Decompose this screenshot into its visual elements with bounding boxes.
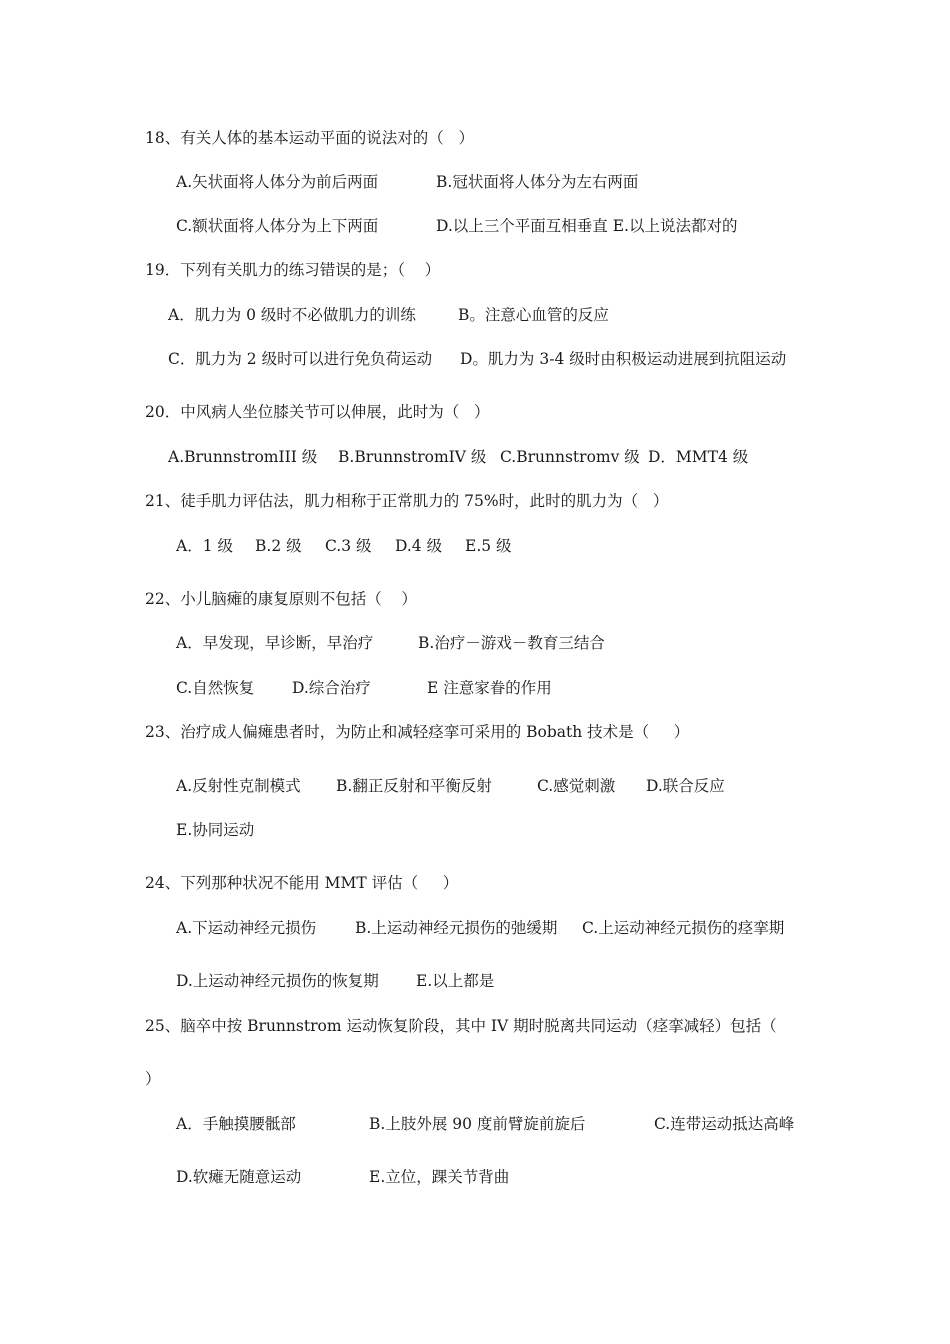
question-23-stem: 23、治疗成人偏瘫患者时，为防止和减轻痉挛可采用的 Bobath 技术是（ ） [145, 723, 690, 741]
question-23-option-a: A.反射性克制模式 [176, 777, 301, 795]
question-24-option-a: A.下运动神经元损伤 [176, 919, 317, 937]
question-22-option-a: A．早发现，早诊断，早治疗 [176, 634, 374, 652]
question-21-stem: 21、徒手肌力评估法，肌力相称于正常肌力的 75%时，此时的肌力为（ ） [145, 492, 669, 510]
question-24-option-e: E.以上都是 [416, 972, 495, 990]
question-23-option-d: D.联合反应 [646, 777, 725, 795]
question-22-option-d: D.综合治疗 [292, 679, 371, 697]
question-21-option-a: A．1 级 [176, 537, 233, 555]
question-25-option-c: C.连带运动抵达高峰 [654, 1115, 795, 1133]
question-25-stem: 25、脑卒中按 Brunnstrom 运动恢复阶段，其中 IV 期时脱离共同运动（痉挛减轻）包括（ [145, 1017, 777, 1035]
question-18-option-a: A.矢状面将人体分为前后两面 [176, 173, 379, 191]
question-24-option-d: D.上运动神经元损伤的恢复期 [176, 972, 379, 990]
question-23-option-e: E.协同运动 [176, 821, 255, 839]
question-21-option-d: D.4 级 [395, 537, 443, 555]
question-20-option-a: A.BrunnstromIII 级 [168, 448, 318, 466]
question-20-option-b: B.BrunnstromIV 级 [338, 448, 487, 466]
question-19-option-a: A．肌力为 0 级时不必做肌力的训练 [168, 306, 416, 324]
question-18-stem: 18、有关人体的基本运动平面的说法对的（ ） [145, 129, 475, 147]
question-24-stem: 24、下列那种状况不能用 MMT 评估（ ） [145, 874, 459, 892]
question-20-option-c: C.Brunnstromv 级 [500, 448, 640, 466]
question-23-options-row-2 [176, 820, 255, 880]
question-20-stem: 20．中风病人坐位膝关节可以伸展，此时为（ ） [145, 403, 490, 421]
question-19-option-d: D。肌力为 3-4 级时由积极运动进展到抗阻运动 [460, 350, 787, 368]
question-25-stem-continued: ） [145, 1070, 161, 1088]
question-24-option-c: C.上运动神经元损伤的痉挛期 [582, 919, 785, 937]
question-25-options-row-2 [176, 1167, 510, 1247]
question-22-stem: 22、小儿脑瘫的康复原则不包括（ ） [145, 590, 417, 608]
question-23-option-c: C.感觉刺激 [537, 777, 616, 795]
question-22-option-c: C.自然恢复 [176, 679, 255, 697]
question-21-option-b: B.2 级 [255, 537, 302, 555]
question-18-option-c: C.额状面将人体分为上下两面 [176, 217, 379, 235]
question-21-option-e: E.5 级 [465, 537, 512, 555]
question-18-option-b: B.冠状面将人体分为左右两面 [436, 173, 639, 191]
question-19-option-c: C．肌力为 2 级时可以进行免负荷运动 [168, 350, 433, 368]
question-25-option-a: A．手触摸腰骶部 [176, 1115, 296, 1133]
question-20-option-d: D．MMT4 级 [648, 448, 749, 466]
question-24-option-b: B.上运动神经元损伤的弛缓期 [355, 919, 558, 937]
question-25-option-d: D.软瘫无随意运动 [176, 1168, 302, 1186]
question-21-option-c: C.3 级 [325, 537, 372, 555]
question-25-option-b: B.上肢外展 90 度前臂旋前旋后 [369, 1115, 586, 1133]
question-19-option-b: B。注意心血管的反应 [458, 306, 609, 324]
question-22-option-e: E 注意家眷的作用 [427, 679, 552, 697]
question-22-option-b: B.治疗－游戏－教育三结合 [418, 634, 605, 652]
question-23-option-b: B.翻正反射和平衡反射 [336, 777, 492, 795]
question-19-stem: 19．下列有关肌力的练习错误的是；（ ） [145, 261, 441, 279]
question-25-option-e: E.立位，踝关节背曲 [369, 1168, 510, 1186]
question-18-option-d-e: D.以上三个平面互相垂直 E.以上说法都对的 [436, 217, 738, 235]
